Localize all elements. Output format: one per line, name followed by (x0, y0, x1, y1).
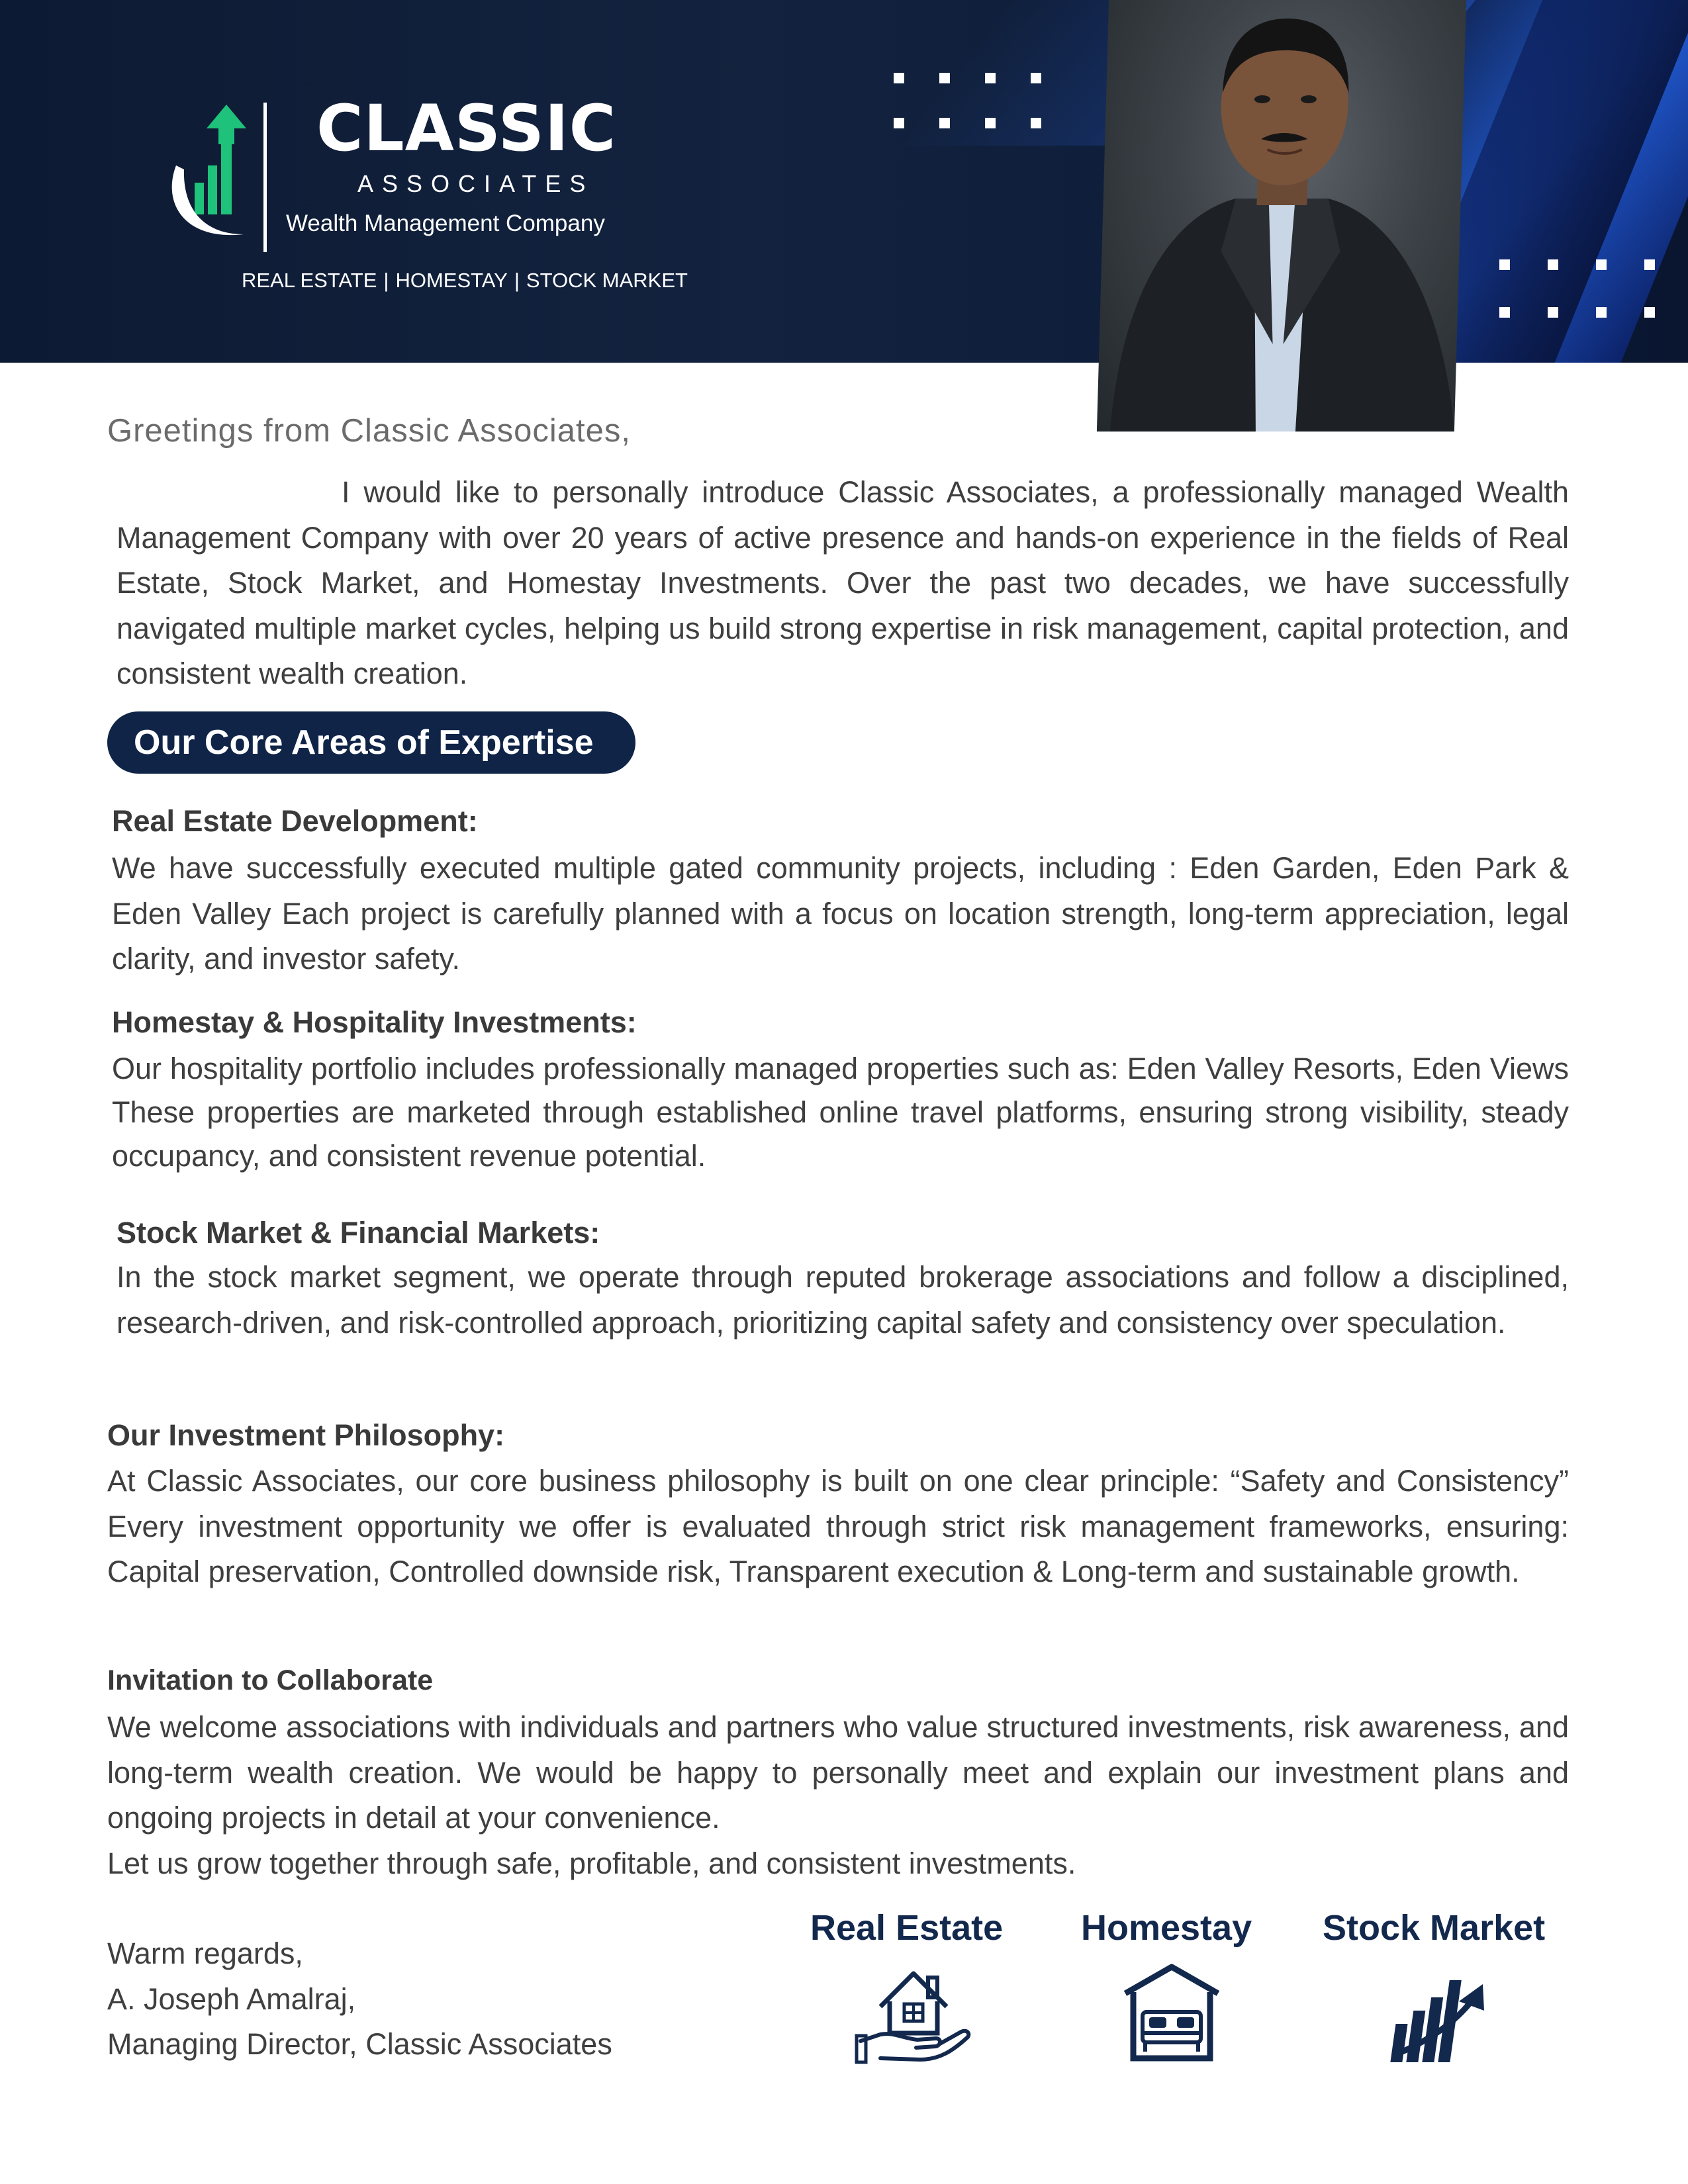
section-body-real-estate: We have successfully executed multiple gated community projects, including : Eden Garden, Eden Park & Eden Valley Each project is carefully planned with a focus on location strength, long-term appreciation, legal clarity, and investor safety. (112, 851, 1569, 976)
brand-name: CLASSIC (316, 91, 617, 165)
growth-chart-logo-icon (165, 105, 258, 244)
decorative-dot-grid (894, 73, 1041, 128)
house-in-hand-icon (854, 1960, 973, 2066)
section-body-philosophy: At Classic Associates, our core business philosophy is built on one clear principle: “Safety and Consistency” Every investment opportunity we offer is evaluated through strict risk management frameworks, ensuring: Capital preservation, Controlled downside risk, Transparent execution & Long-term and sustainable growth. (107, 1464, 1569, 1588)
greeting-line: Greetings from Classic Associates, (107, 413, 632, 449)
footer-service-label: Real Estate (810, 1908, 1004, 1948)
section-title-homestay: Homestay & Hospitality Investments: (112, 1005, 637, 1039)
service-item: REAL ESTATE (242, 269, 377, 292)
director-portrait-photo (1097, 0, 1466, 432)
section-body-stock-market: In the stock market segment, we operate through reputed brokerage associations and follow a disciplined, research-driven, and risk-controlled approach, prioritizing capital safety and consistency over speculation. (117, 1260, 1569, 1340)
signoff-title: Managing Director, Classic Associates (107, 2027, 612, 2061)
service-item: HOMESTAY (395, 269, 508, 292)
signoff-salutation: Warm regards, (107, 1936, 303, 1970)
rising-bar-chart-icon (1390, 1960, 1489, 2066)
footer-service-label: Homestay (1081, 1908, 1252, 1948)
section-title-collaborate: Invitation to Collaborate (107, 1664, 434, 1696)
bed-in-house-icon (1119, 1960, 1225, 2066)
logo-divider (263, 103, 267, 252)
brand-tagline: Wealth Management Company (286, 210, 605, 236)
service-list: REAL ESTATE | HOMESTAY | STOCK MARKET (242, 269, 688, 292)
expertise-heading-badge: Our Core Areas of Expertise (107, 711, 635, 774)
brand-subtitle: ASSOCIATES (357, 170, 594, 197)
decorative-dot-grid (1499, 259, 1655, 318)
signature-block (107, 1931, 612, 2068)
closing-line: Let us grow together through safe, profitable, and consistent investments. (107, 1846, 1076, 1880)
section-body-collaborate: We welcome associations with individuals and partners who value structured investments, risk awareness, and long-term wealth creation. We would be happy to personally meet and explain our investment plans and ongoing projects in detail at your convenience. (107, 1710, 1569, 1835)
section-title-stock-market: Stock Market & Financial Markets: (117, 1216, 600, 1250)
portrait-illustration (1097, 0, 1466, 432)
footer-service-label: Stock Market (1323, 1908, 1546, 1948)
section-title-philosophy: Our Investment Philosophy: (107, 1418, 505, 1452)
section-title-real-estate: Real Estate Development: (112, 804, 478, 838)
section-body-homestay: Our hospitality portfolio includes professionally managed properties such as: Eden Valley Resorts, Eden Views These properties are marketed through established online travel platforms, ensuring strong visibility, steady occupancy, and consistent revenue potential. (112, 1052, 1569, 1173)
intro-paragraph: I would like to personally introduce Classic Associates, a professionally managed Wealth Management Company with over 20 years of active presence and hands-on experience in the fields of Real Estate, Stock Market, and Homestay Investments. Over the past two decades, we have successfully navigated multiple market cycles, helping us build strong expertise in risk management, capital protection, and consistent wealth creation. (117, 475, 1569, 690)
service-item: STOCK MARKET (526, 269, 688, 292)
signoff-name: A. Joseph Amalraj, (107, 1981, 356, 2016)
